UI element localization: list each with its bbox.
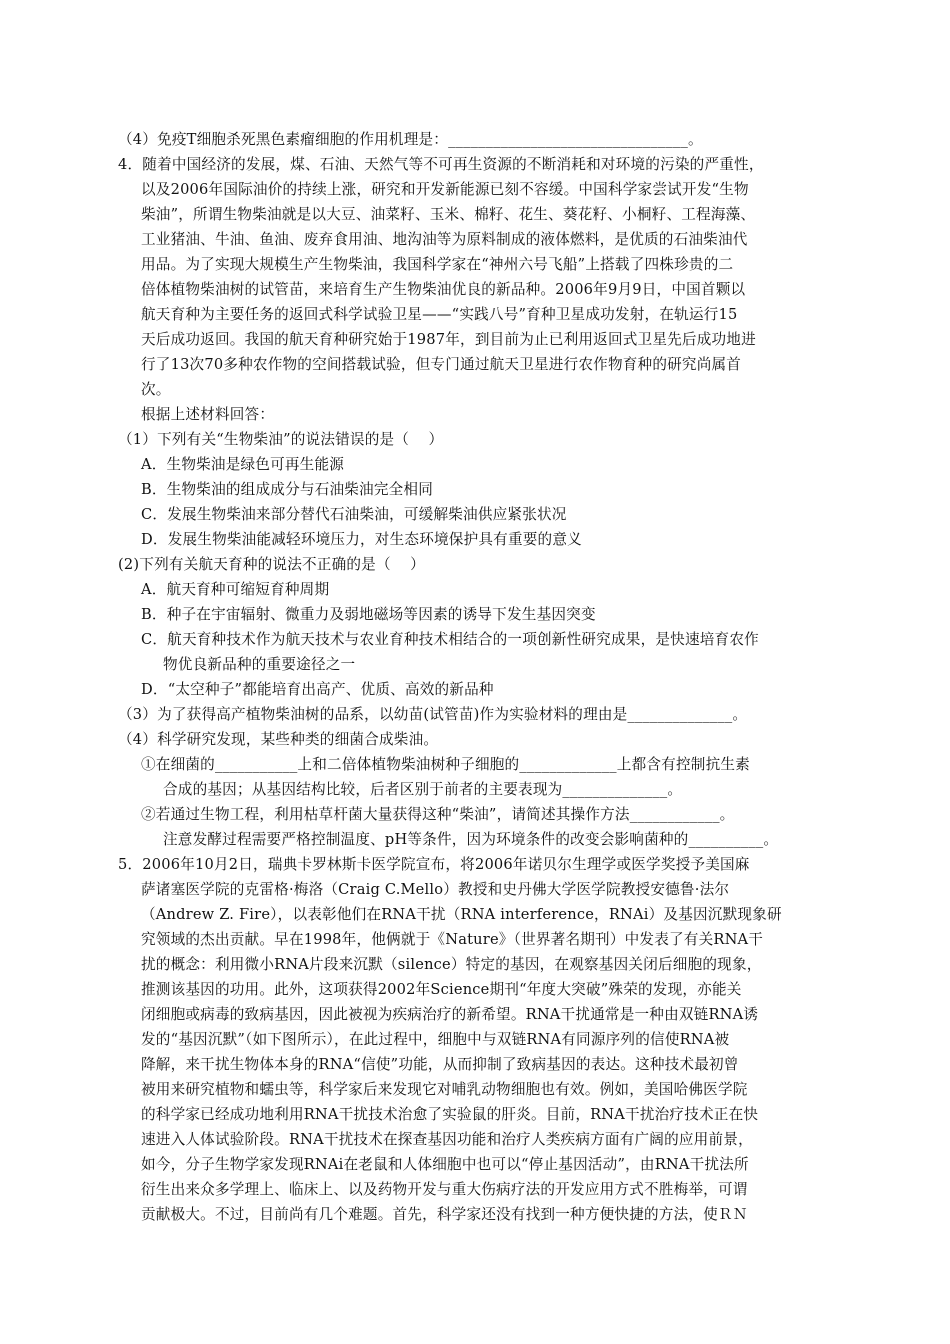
text-line: 推测该基因的功用。此外，这项获得2002年Science期刊“年度大突破”殊荣的发现，亦能关: [141, 981, 742, 998]
text-line: B．种子在宇宙辐射、微重力及弱地磁场等因素的诱导下发生基因突变: [141, 606, 596, 623]
text-line: （4）免疫T细胞杀死黑色素瘤细胞的作用机理是：________________________________。: [118, 131, 703, 148]
text-line: 柴油”，所谓生物柴油就是以大豆、油菜籽、玉米、棉籽、花生、葵花籽、小桐籽、工程海藻、: [141, 206, 756, 223]
text-line: C．航天育种技术作为航天技术与农业育种技术相结合的一项创新性研究成果，是快速培育农作: [141, 631, 759, 648]
text-line: A．生物柴油是绿色可再生能源: [141, 456, 345, 473]
text-line: 用品。为了实现大规模生产生物柴油，我国科学家在“神州六号飞船”上搭载了四株珍贵的二: [141, 256, 734, 273]
text-line: 贡献极大。不过，目前尚有几个难题。首先，科学家还没有找到一种方便快捷的方法，使ＲＮ: [141, 1206, 748, 1223]
text-line: ①在细菌的___________上和二倍体植物柴油树种子细胞的_____________上都含有控制抗生素: [141, 756, 750, 773]
text-line: 合成的基因；从基因结构比较，后者区别于前者的主要表现为______________。: [163, 781, 683, 798]
text-line: 闭细胞或病毒的致病基因，因此被视为疾病治疗的新希望。RNA干扰通常是一种由双链RNA诱: [141, 1006, 759, 1023]
text-line: 行了13次70多种农作物的空间搭载试验，但专门通过航天卫星进行农作物育种的研究尚属首: [141, 356, 742, 373]
text-line: B．生物柴油的组成成分与石油柴油完全相同: [141, 481, 434, 498]
text-line: A．航天育种可缩短育种周期: [141, 581, 330, 598]
text-line: 航天育种为主要任务的返回式科学试验卫星——“实践八号”育种卫星成功发射，在轨运行15: [141, 306, 738, 323]
text-line: 降解，来干扰生物体本身的RNA“信使”功能，从而抑制了致病基因的表达。这种技术最初曾: [141, 1056, 739, 1073]
text-line: 根据上述材料回答：: [141, 406, 275, 423]
text-line: D．发展生物柴油能减轻环境压力，对生态环境保护具有重要的意义: [141, 531, 582, 548]
text-line: 速进入人体试验阶段。RNA干扰技术在探查基因功能和治疗人类疾病方面有广阔的应用前景，: [141, 1131, 753, 1148]
text-line: 发的“基因沉默”（如下图所示），在此过程中，细胞中与双链RNA有同源序列的信使RNA被: [141, 1031, 730, 1048]
text-line: 的科学家已经成功地利用RNA干扰技术治愈了实验鼠的肝炎。目前，RNA干扰治疗技术正在快: [141, 1106, 759, 1123]
text-line: ②若通过生物工程，利用枯草杆菌大量获得这种“柴油”，请简述其操作方法____________。: [141, 806, 735, 823]
text-line: 被用来研究植物和蠕虫等，科学家后来发现它对哺乳动物细胞也有效。例如，美国哈佛医学院: [141, 1081, 748, 1098]
text-line: 天后成功返回。我国的航天育种研究始于1987年，到目前为止已利用返回式卫星先后成功地进: [141, 331, 756, 348]
text-line: 4．随着中国经济的发展，煤、石油、天然气等不可再生资源的不断消耗和对环境的污染的严重性，: [118, 156, 764, 173]
text-line: 物优良新品种的重要途径之一: [163, 656, 356, 673]
text-line: 工业猪油、牛油、鱼油、废弃食用油、地沟油等为原料制成的液体燃料，是优质的石油柴油代: [141, 231, 748, 248]
text-line: 以及2006年国际油价的持续上涨，研究和开发新能源已刻不容缓。中国科学家尝试开发“生物: [141, 181, 749, 198]
text-line: （3）为了获得高产植物柴油树的品系，以幼苗(试管苗)作为实验材料的理由是______________。: [118, 706, 748, 723]
text-line: （Andrew Z. Fire），以表彰他们在RNA干扰（RNA interference，RNAi）及基因沉默现象研: [141, 906, 782, 923]
text-line: 5．2006年10月2日，瑞典卡罗林斯卡医学院宣布，将2006年诺贝尔生理学或医学奖授予美国麻: [118, 856, 750, 873]
text-line: （4）科学研究发现，某些种类的细菌合成柴油。: [118, 731, 439, 748]
text-line: （1）下列有关“生物柴油”的说法错误的是（ ）: [118, 431, 444, 448]
text-line: 如今，分子生物学家发现RNAi在老鼠和人体细胞中也可以“停止基因活动”，由RNA干扰法所: [141, 1156, 749, 1173]
text-line: 萨诸塞医学院的克雷格·梅洛（Craig C.Mello）教授和史丹佛大学医学院教授安德鲁·法尔: [141, 881, 730, 898]
text-line: 次。: [141, 381, 171, 398]
text-line: 倍体植物柴油树的试管苗，来培育生产生物柴油优良的新品种。2006年9月9日，中国首颗以: [141, 281, 746, 298]
text-line: 衍生出来众多学理上、临床上、以及药物开发与重大伤病疗法的开发应用方式不胜梅举，可谓: [141, 1181, 748, 1198]
text-line: 扰的概念：利用微小RNA片段来沉默（silence）特定的基因，在观察基因关闭后细胞的现象，: [141, 956, 762, 973]
text-line: 注意发酵过程需要严格控制温度、pH等条件，因为环境条件的改变会影响菌种的__________。: [163, 831, 779, 848]
text-line: C．发展生物柴油来部分替代石油柴油，可缓解柴油供应紧张状况: [141, 506, 567, 523]
text-line: (2)下列有关航天育种的说法不正确的是（ ）: [118, 556, 425, 573]
text-line: 究领域的杰出贡献。早在1998年，他俩就于《Nature》（世界著名期刊）中发表了有关RNA干: [141, 931, 764, 948]
text-line: D．“太空种子”都能培育出高产、优质、高效的新品种: [141, 681, 494, 698]
